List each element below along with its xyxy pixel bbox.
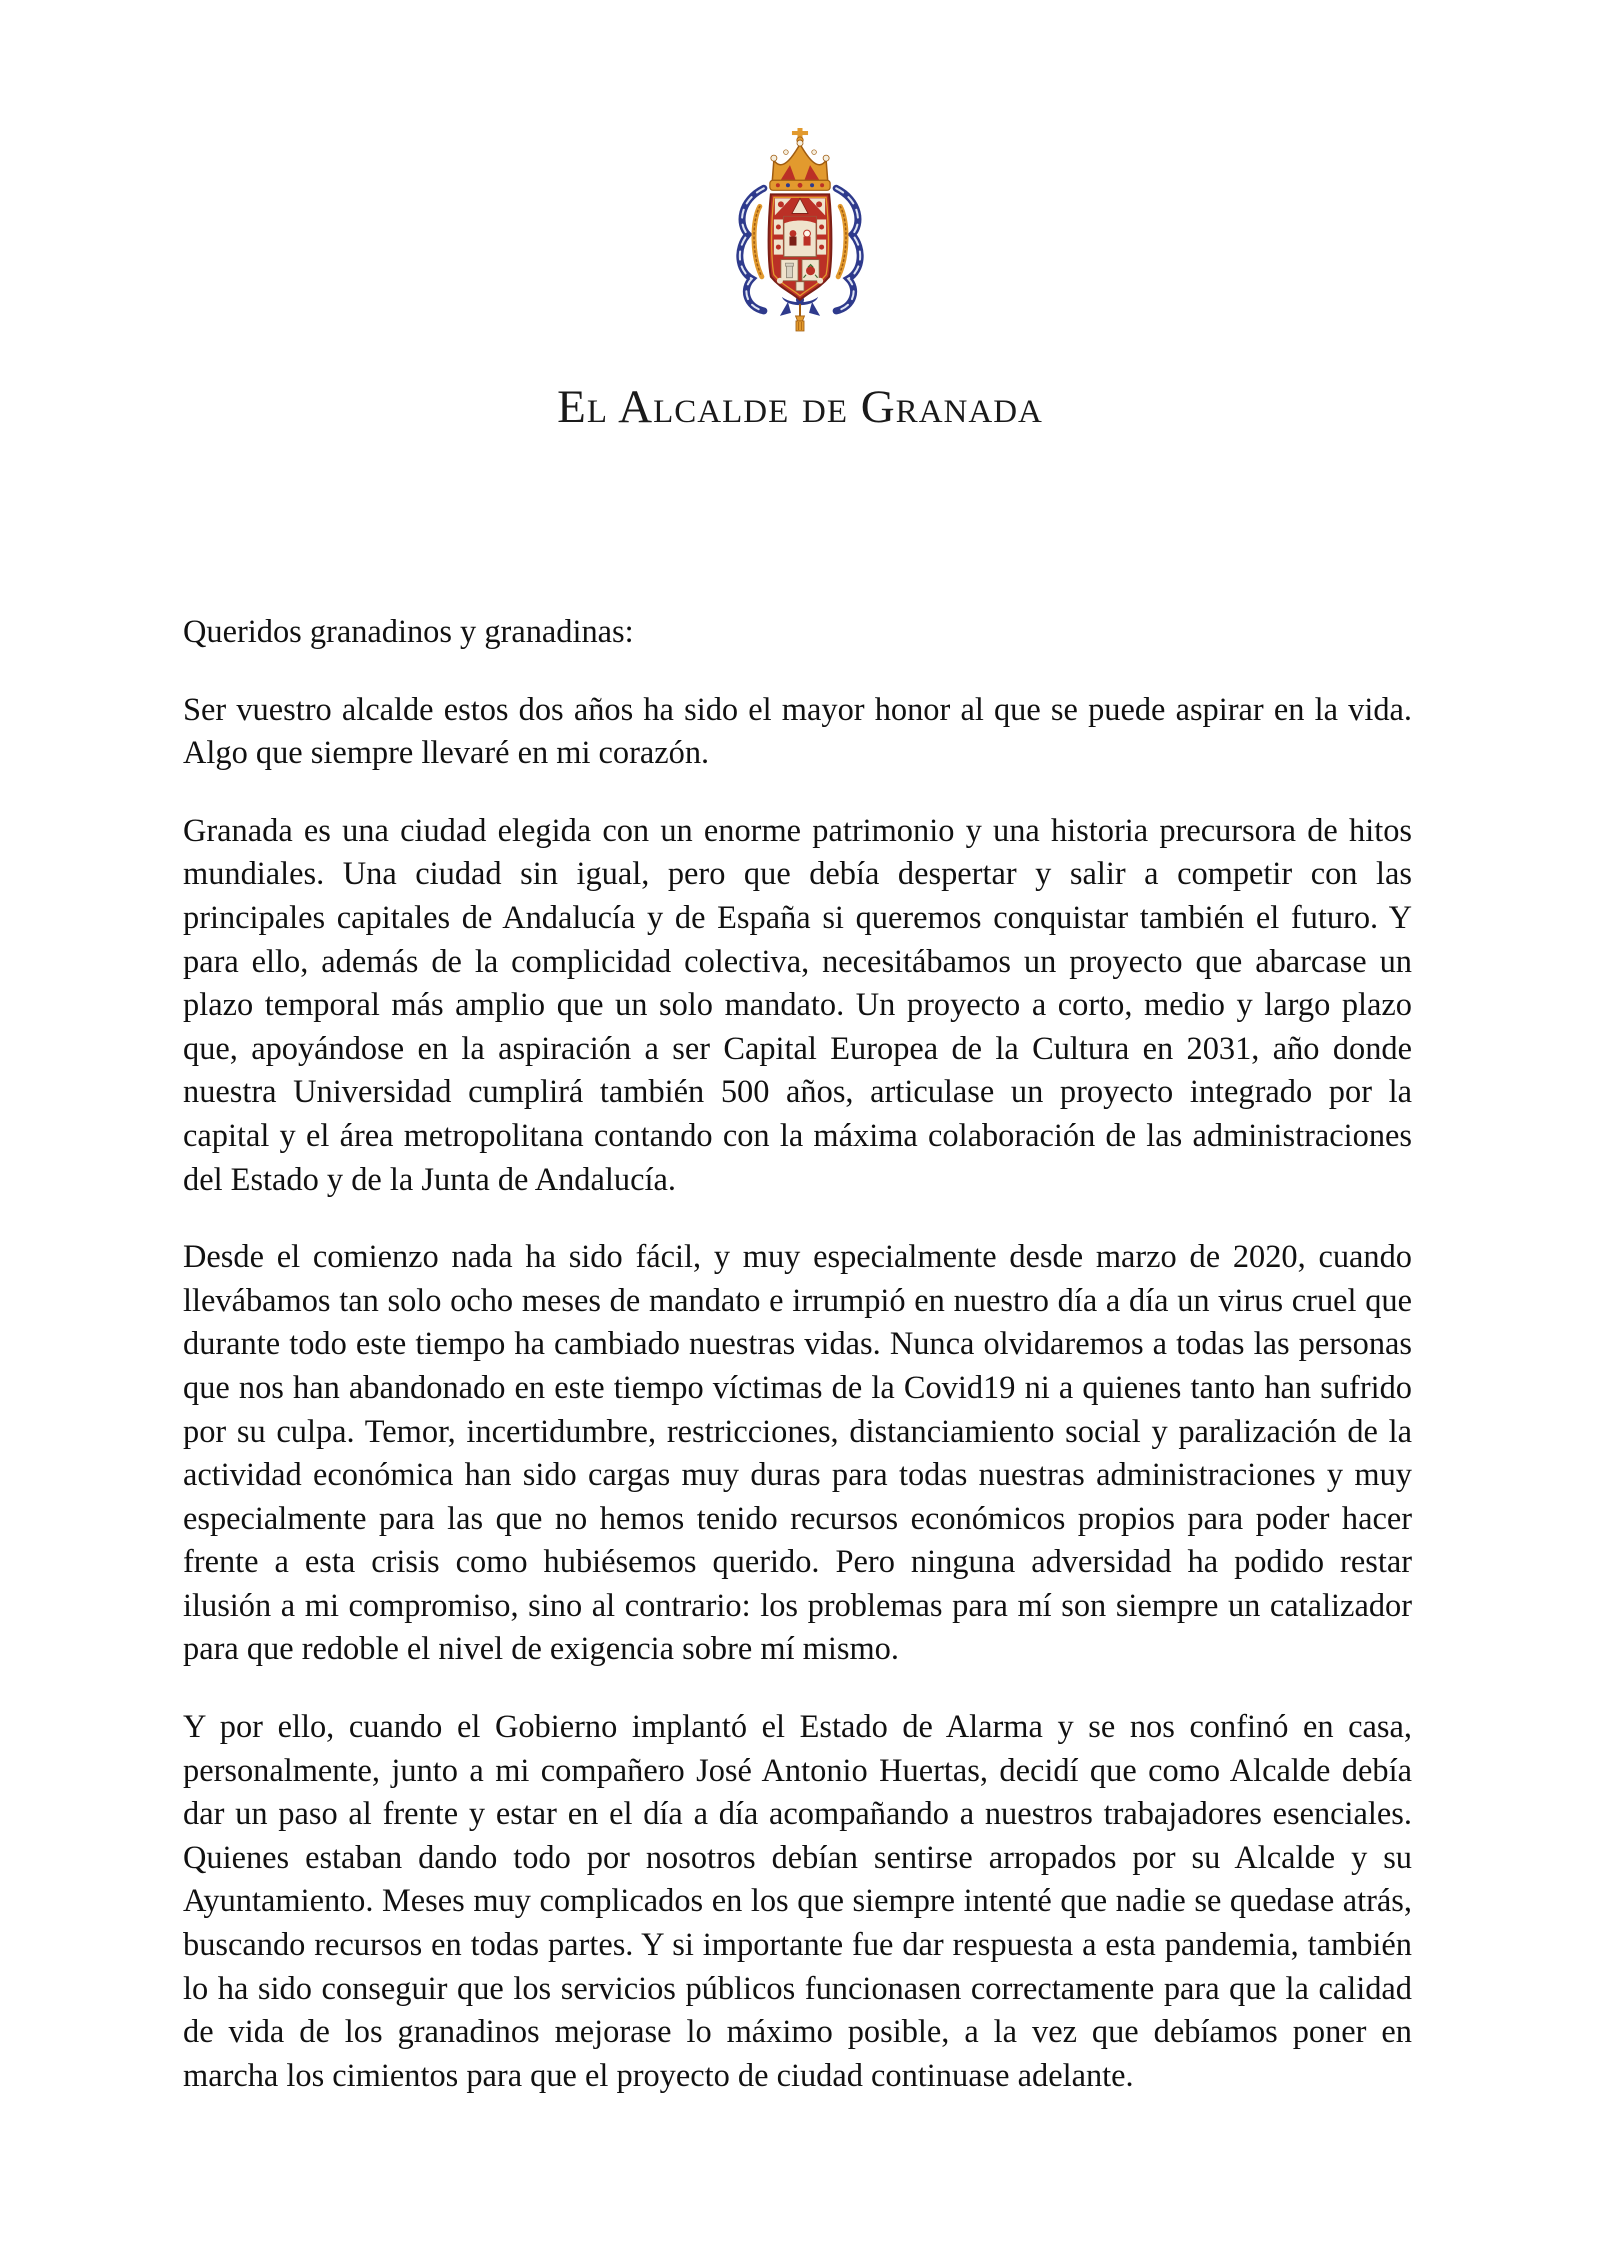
paragraph-pandemic: Desde el comienzo nada ha sido fácil, y muy especialmente desde marzo de 2020, cuando llevábamos tan solo ocho meses de mandato e irrumpió en nuestro día a día un virus cruel que durante todo este tiempo ha cambiado nuestras vidas. Nunca olvidaremos a todas las personas que nos han abandonado en este tiempo víctimas de la Covid19 ni a quienes tanto han sufrido por su culpa. Temor, incertidumbre, restricciones, distanciamiento social y paralización de la actividad económica han sido cargas muy duras para todas nuestras administraciones y muy especialmente para las que no hemos tenido recursos económicos propios para poder hacer frente a esta crisis como hubiésemos querido. Pero ninguna adversidad ha podido restar ilusión a mi compromiso, sino al contrario: los problemas para mí son siempre un catalizador para que redoble el nivel de exigencia sobre mí mismo. — [183, 1239, 1412, 1668]
paragraph-state-of-alarm: Y por ello, cuando el Gobierno implantó el Estado de Alarma y se nos confinó en casa, personalmente, junto a mi compañero José Antonio Huertas, decidí que como Alcalde debía dar un paso al frente y estar en el día a día acompañando a nuestros trabajadores esenciales. Quienes estaban dando todo por nosotros debían sentirse arropados por su Alcalde y su Ayuntamiento. Meses muy complicados en los que siempre intenté que nadie se quedase atrás, buscando recursos en todas partes. Y si importante fue dar respuesta a esta pandemia, también lo ha sido conseguir que los servicios públicos funcionasen correctamente para que la calidad de vida de los granadinos mejorase lo máximo posible, a la vez que debíamos poner en marcha los cimientos para que el proyecto de ciudad continuase adelante. — [183, 1709, 1412, 2094]
paragraph-city-project: Granada es una ciudad elegida con un enorme patrimonio y una historia precursora de hitos mundiales. Una ciudad sin igual, pero que debía despertar y salir a competir con las principales capitales de Andalucía y de España si queremos conquistar también el futuro. Y para ello, además de la complicidad colectiva, necesitábamos un proyecto que abarcase un plazo temporal más amplio que un solo mandato. Un proyecto a corto, medio y largo plazo que, apoyándose en la aspiración a ser Capital Europea de la Cultura en 2031, año donde nuestra Universidad cumplirá también 500 años, articulase un proyecto integrado por la capital y el área metropolitana contando con la máxima colaboración de las administraciones del Estado y de la Junta de Andalucía. — [183, 812, 1412, 1198]
coat-of-arms-emblem — [729, 128, 871, 334]
paragraph-salutation: Queridos granadinos y granadinas: — [183, 614, 634, 650]
letterhead-title: El Alcalde de Granada — [557, 381, 1043, 433]
shield — [769, 194, 832, 300]
paragraph-honor: Ser vuestro alcalde estos dos años ha sido el mayor honor al que se puede aspirar en la vida. Algo que siempre llevaré en mi corazón. — [183, 691, 1412, 772]
royal-crown — [770, 128, 830, 190]
letter-body — [183, 611, 1412, 2132]
